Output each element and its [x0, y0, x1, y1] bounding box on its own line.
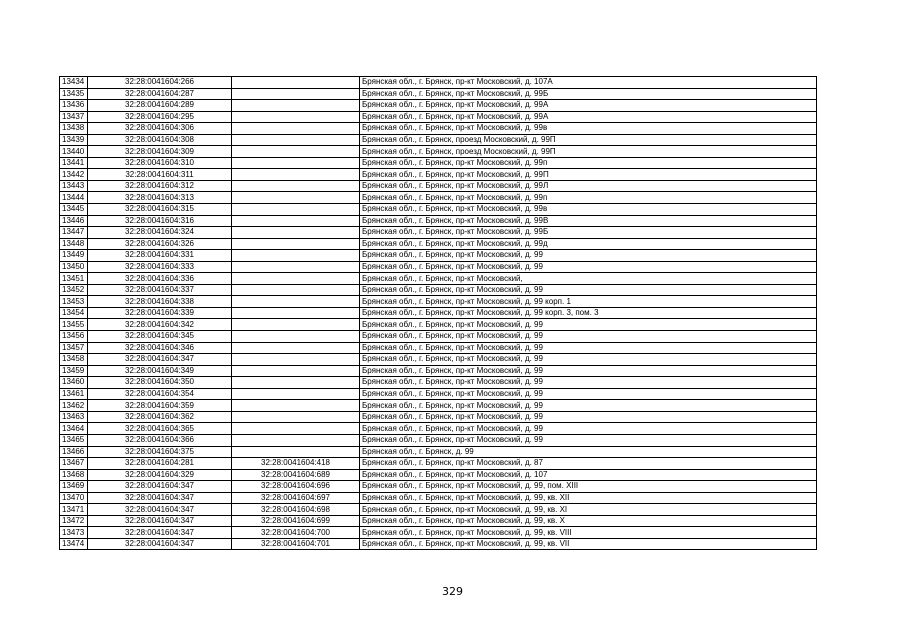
record-number-cell: 13471: [60, 504, 88, 516]
record-number-cell: 13458: [60, 354, 88, 366]
linked-cadastral-number-cell: [232, 307, 360, 319]
linked-cadastral-number-cell: [232, 377, 360, 389]
linked-cadastral-number-cell: [232, 411, 360, 423]
record-number-cell: 13451: [60, 273, 88, 285]
address-cell: Брянская обл., г. Брянск, пр-кт Московский, д. 99: [360, 331, 817, 343]
address-cell: Брянская обл., г. Брянск, пр-кт Московский, д. 99: [360, 388, 817, 400]
address-cell: Брянская обл., г. Брянск, пр-кт Московский, д. 99, кв. XII: [360, 492, 817, 504]
linked-cadastral-number-cell: [232, 273, 360, 285]
registry-table-body: [60, 77, 817, 550]
table-row: [60, 400, 817, 412]
table-row: [60, 284, 817, 296]
cadastral-number-cell: 32:28:0041604:311: [88, 169, 232, 181]
address-cell: Брянская обл., г. Брянск, пр-кт Московский, д. 99: [360, 354, 817, 366]
cadastral-number-cell: 32:28:0041604:315: [88, 204, 232, 216]
linked-cadastral-number-cell: [232, 100, 360, 112]
record-number-cell: 13454: [60, 307, 88, 319]
cadastral-number-cell: 32:28:0041604:347: [88, 538, 232, 550]
table-row: [60, 111, 817, 123]
linked-cadastral-number-cell: [232, 204, 360, 216]
table-row: [60, 515, 817, 527]
table-row: [60, 157, 817, 169]
cadastral-number-cell: 32:28:0041604:266: [88, 77, 232, 89]
address-cell: Брянская обл., г. Брянск, пр-кт Московский, д. 107А: [360, 77, 817, 89]
address-cell: Брянская обл., г. Брянск, пр-кт Московский,: [360, 273, 817, 285]
cadastral-number-cell: 32:28:0041604:333: [88, 261, 232, 273]
record-number-cell: 13442: [60, 169, 88, 181]
linked-cadastral-number-cell: [232, 180, 360, 192]
record-number-cell: 13441: [60, 157, 88, 169]
record-number-cell: 13446: [60, 215, 88, 227]
table-row: [60, 481, 817, 493]
record-number-cell: 13437: [60, 111, 88, 123]
record-number-cell: 13438: [60, 123, 88, 135]
address-cell: Брянская обл., г. Брянск, пр-кт Московский, д. 99д: [360, 238, 817, 250]
record-number-cell: 13469: [60, 481, 88, 493]
table-row: [60, 446, 817, 458]
address-cell: Брянская обл., г. Брянск, проезд Московский, д. 99П: [360, 146, 817, 158]
linked-cadastral-number-cell: 32:28:0041604:698: [232, 504, 360, 516]
cadastral-number-cell: 32:28:0041604:313: [88, 192, 232, 204]
table-row: [60, 146, 817, 158]
linked-cadastral-number-cell: [232, 123, 360, 135]
address-cell: Брянская обл., г. Брянск, проезд Московский, д. 99П: [360, 134, 817, 146]
linked-cadastral-number-cell: [232, 192, 360, 204]
address-cell: Брянская обл., г. Брянск, д. 99: [360, 446, 817, 458]
linked-cadastral-number-cell: [232, 238, 360, 250]
page-number: 329: [442, 585, 463, 598]
table-row: [60, 469, 817, 481]
address-cell: Брянская обл., г. Брянск, пр-кт Московский, д. 99в: [360, 204, 817, 216]
cadastral-number-cell: 32:28:0041604:342: [88, 319, 232, 331]
address-cell: Брянская обл., г. Брянск, пр-кт Московский, д. 99П: [360, 169, 817, 181]
table-row: [60, 331, 817, 343]
record-number-cell: 13444: [60, 192, 88, 204]
table-row: [60, 319, 817, 331]
cadastral-number-cell: 32:28:0041604:347: [88, 527, 232, 539]
linked-cadastral-number-cell: [232, 77, 360, 89]
record-number-cell: 13453: [60, 296, 88, 308]
address-cell: Брянская обл., г. Брянск, пр-кт Московский, д. 99Л: [360, 180, 817, 192]
address-cell: Брянская обл., г. Брянск, пр-кт Московский, д. 99: [360, 434, 817, 446]
address-cell: Брянская обл., г. Брянск, пр-кт Московский, д. 107: [360, 469, 817, 481]
record-number-cell: 13455: [60, 319, 88, 331]
record-number-cell: 13474: [60, 538, 88, 550]
record-number-cell: 13459: [60, 365, 88, 377]
address-cell: Брянская обл., г. Брянск, пр-кт Московский, д. 99, кв. XI: [360, 504, 817, 516]
table-row: [60, 77, 817, 89]
table-row: [60, 227, 817, 239]
table-row: [60, 261, 817, 273]
record-number-cell: 13463: [60, 411, 88, 423]
address-cell: Брянская обл., г. Брянск, пр-кт Московский, д. 99: [360, 342, 817, 354]
table-row: [60, 238, 817, 250]
cadastral-number-cell: 32:28:0041604:308: [88, 134, 232, 146]
linked-cadastral-number-cell: [232, 227, 360, 239]
linked-cadastral-number-cell: 32:28:0041604:696: [232, 481, 360, 493]
record-number-cell: 13452: [60, 284, 88, 296]
linked-cadastral-number-cell: [232, 284, 360, 296]
linked-cadastral-number-cell: [232, 434, 360, 446]
cadastral-number-cell: 32:28:0041604:349: [88, 365, 232, 377]
cadastral-number-cell: 32:28:0041604:345: [88, 331, 232, 343]
linked-cadastral-number-cell: 32:28:0041604:701: [232, 538, 360, 550]
cadastral-number-cell: 32:28:0041604:347: [88, 354, 232, 366]
cadastral-number-cell: 32:28:0041604:350: [88, 377, 232, 389]
record-number-cell: 13450: [60, 261, 88, 273]
record-number-cell: 13473: [60, 527, 88, 539]
cadastral-number-cell: 32:28:0041604:309: [88, 146, 232, 158]
table-row: [60, 250, 817, 262]
registry-table: [59, 76, 817, 550]
cadastral-number-cell: 32:28:0041604:281: [88, 458, 232, 470]
address-cell: Брянская обл., г. Брянск, пр-кт Московский, д. 99, кв. VIII: [360, 527, 817, 539]
table-row: [60, 123, 817, 135]
record-number-cell: 13457: [60, 342, 88, 354]
address-cell: Брянская обл., г. Брянск, пр-кт Московский, д. 99, пом. XIII: [360, 481, 817, 493]
address-cell: Брянская обл., г. Брянск, пр-кт Московский, д. 99: [360, 261, 817, 273]
address-cell: Брянская обл., г. Брянск, пр-кт Московский, д. 99А: [360, 100, 817, 112]
record-number-cell: 13461: [60, 388, 88, 400]
cadastral-number-cell: 32:28:0041604:347: [88, 504, 232, 516]
cadastral-number-cell: 32:28:0041604:324: [88, 227, 232, 239]
linked-cadastral-number-cell: [232, 169, 360, 181]
cadastral-number-cell: 32:28:0041604:316: [88, 215, 232, 227]
table-row: [60, 273, 817, 285]
linked-cadastral-number-cell: [232, 331, 360, 343]
linked-cadastral-number-cell: 32:28:0041604:699: [232, 515, 360, 527]
cadastral-number-cell: 32:28:0041604:347: [88, 492, 232, 504]
linked-cadastral-number-cell: [232, 446, 360, 458]
table-row: [60, 377, 817, 389]
address-cell: Брянская обл., г. Брянск, пр-кт Московский, д. 99: [360, 365, 817, 377]
address-cell: Брянская обл., г. Брянск, пр-кт Московский, д. 99: [360, 250, 817, 262]
cadastral-number-cell: 32:28:0041604:295: [88, 111, 232, 123]
record-number-cell: 13470: [60, 492, 88, 504]
address-cell: Брянская обл., г. Брянск, пр-кт Московский, д. 99: [360, 284, 817, 296]
record-number-cell: 13439: [60, 134, 88, 146]
cadastral-number-cell: 32:28:0041604:331: [88, 250, 232, 262]
record-number-cell: 13467: [60, 458, 88, 470]
table-row: [60, 504, 817, 516]
record-number-cell: 13436: [60, 100, 88, 112]
cadastral-number-cell: 32:28:0041604:326: [88, 238, 232, 250]
address-cell: Брянская обл., г. Брянск, пр-кт Московский, д. 99в: [360, 123, 817, 135]
linked-cadastral-number-cell: [232, 388, 360, 400]
cadastral-number-cell: 32:28:0041604:359: [88, 400, 232, 412]
record-number-cell: 13449: [60, 250, 88, 262]
address-cell: Брянская обл., г. Брянск, пр-кт Московский, д. 99Б: [360, 227, 817, 239]
address-cell: Брянская обл., г. Брянск, пр-кт Московский, д. 99: [360, 423, 817, 435]
linked-cadastral-number-cell: [232, 215, 360, 227]
cadastral-number-cell: 32:28:0041604:339: [88, 307, 232, 319]
cadastral-number-cell: 32:28:0041604:347: [88, 515, 232, 527]
table-row: [60, 169, 817, 181]
linked-cadastral-number-cell: [232, 88, 360, 100]
linked-cadastral-number-cell: 32:28:0041604:418: [232, 458, 360, 470]
table-row: [60, 192, 817, 204]
address-cell: Брянская обл., г. Брянск, пр-кт Московский, д. 99п: [360, 157, 817, 169]
record-number-cell: 13468: [60, 469, 88, 481]
linked-cadastral-number-cell: [232, 342, 360, 354]
cadastral-number-cell: 32:28:0041604:365: [88, 423, 232, 435]
record-number-cell: 13472: [60, 515, 88, 527]
table-row: [60, 88, 817, 100]
record-number-cell: 13464: [60, 423, 88, 435]
cadastral-number-cell: 32:28:0041604:289: [88, 100, 232, 112]
cadastral-number-cell: 32:28:0041604:375: [88, 446, 232, 458]
record-number-cell: 13440: [60, 146, 88, 158]
address-cell: Брянская обл., г. Брянск, пр-кт Московский, д. 99 корп. 3, пом. 3: [360, 307, 817, 319]
address-cell: Брянская обл., г. Брянск, пр-кт Московский, д. 99: [360, 319, 817, 331]
linked-cadastral-number-cell: [232, 319, 360, 331]
address-cell: Брянская обл., г. Брянск, пр-кт Московский, д. 99п: [360, 192, 817, 204]
cadastral-number-cell: 32:28:0041604:362: [88, 411, 232, 423]
table-row: [60, 354, 817, 366]
table-row: [60, 215, 817, 227]
cadastral-number-cell: 32:28:0041604:338: [88, 296, 232, 308]
table-row: [60, 204, 817, 216]
cadastral-number-cell: 32:28:0041604:312: [88, 180, 232, 192]
table-row: [60, 134, 817, 146]
linked-cadastral-number-cell: [232, 146, 360, 158]
table-row: [60, 538, 817, 550]
address-cell: Брянская обл., г. Брянск, пр-кт Московский, д. 99Б: [360, 88, 817, 100]
linked-cadastral-number-cell: [232, 365, 360, 377]
cadastral-number-cell: 32:28:0041604:366: [88, 434, 232, 446]
record-number-cell: 13456: [60, 331, 88, 343]
address-cell: Брянская обл., г. Брянск, пр-кт Московский, д. 99А: [360, 111, 817, 123]
cadastral-number-cell: 32:28:0041604:347: [88, 481, 232, 493]
linked-cadastral-number-cell: [232, 134, 360, 146]
table-row: [60, 307, 817, 319]
address-cell: Брянская обл., г. Брянск, пр-кт Московский, д. 99В: [360, 215, 817, 227]
linked-cadastral-number-cell: [232, 111, 360, 123]
address-cell: Брянская обл., г. Брянск, пр-кт Московский, д. 99: [360, 377, 817, 389]
record-number-cell: 13435: [60, 88, 88, 100]
table-row: [60, 492, 817, 504]
record-number-cell: 13466: [60, 446, 88, 458]
table-row: [60, 365, 817, 377]
table-row: [60, 458, 817, 470]
address-cell: Брянская обл., г. Брянск, пр-кт Московский, д. 99 корп. 1: [360, 296, 817, 308]
table-row: [60, 342, 817, 354]
address-cell: Брянская обл., г. Брянск, пр-кт Московский, д. 99, кв. VII: [360, 538, 817, 550]
cadastral-number-cell: 32:28:0041604:287: [88, 88, 232, 100]
linked-cadastral-number-cell: [232, 261, 360, 273]
address-cell: Брянская обл., г. Брянск, пр-кт Московский, д. 99: [360, 400, 817, 412]
linked-cadastral-number-cell: [232, 250, 360, 262]
record-number-cell: 13443: [60, 180, 88, 192]
record-number-cell: 13460: [60, 377, 88, 389]
address-cell: Брянская обл., г. Брянск, пр-кт Московский, д. 87: [360, 458, 817, 470]
table-row: [60, 527, 817, 539]
linked-cadastral-number-cell: 32:28:0041604:697: [232, 492, 360, 504]
cadastral-number-cell: 32:28:0041604:329: [88, 469, 232, 481]
table-row: [60, 100, 817, 112]
record-number-cell: 13462: [60, 400, 88, 412]
linked-cadastral-number-cell: [232, 400, 360, 412]
cadastral-number-cell: 32:28:0041604:306: [88, 123, 232, 135]
linked-cadastral-number-cell: [232, 354, 360, 366]
record-number-cell: 13445: [60, 204, 88, 216]
cadastral-number-cell: 32:28:0041604:336: [88, 273, 232, 285]
table-row: [60, 434, 817, 446]
table-row: [60, 411, 817, 423]
cadastral-number-cell: 32:28:0041604:337: [88, 284, 232, 296]
cadastral-number-cell: 32:28:0041604:354: [88, 388, 232, 400]
table-row: [60, 423, 817, 435]
linked-cadastral-number-cell: 32:28:0041604:689: [232, 469, 360, 481]
record-number-cell: 13447: [60, 227, 88, 239]
linked-cadastral-number-cell: [232, 296, 360, 308]
linked-cadastral-number-cell: [232, 157, 360, 169]
address-cell: Брянская обл., г. Брянск, пр-кт Московский, д. 99, кв. X: [360, 515, 817, 527]
address-cell: Брянская обл., г. Брянск, пр-кт Московский, д. 99: [360, 411, 817, 423]
cadastral-number-cell: 32:28:0041604:310: [88, 157, 232, 169]
record-number-cell: 13448: [60, 238, 88, 250]
table-row: [60, 388, 817, 400]
cadastral-number-cell: 32:28:0041604:346: [88, 342, 232, 354]
linked-cadastral-number-cell: [232, 423, 360, 435]
record-number-cell: 13434: [60, 77, 88, 89]
linked-cadastral-number-cell: 32:28:0041604:700: [232, 527, 360, 539]
table-row: [60, 180, 817, 192]
table-row: [60, 296, 817, 308]
record-number-cell: 13465: [60, 434, 88, 446]
